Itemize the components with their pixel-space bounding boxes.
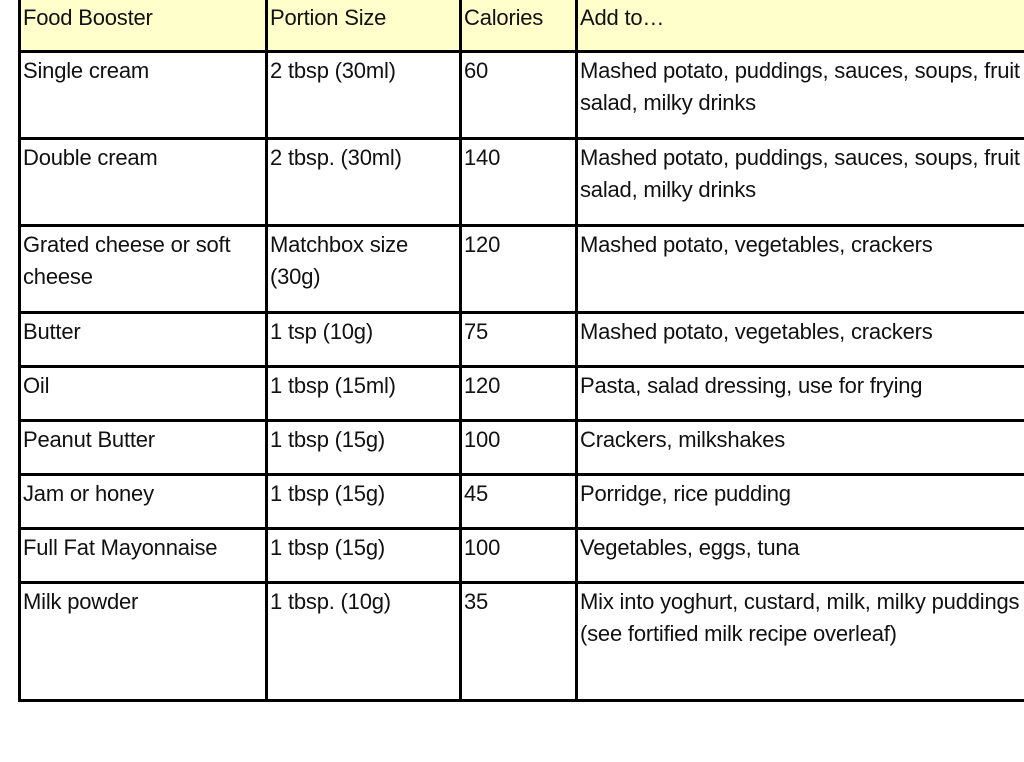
cell-food: Single cream (20, 52, 267, 139)
cell-calories: 35 (461, 583, 577, 701)
cell-calories: 45 (461, 475, 577, 529)
table-row (20, 139, 1024, 226)
table-header-row (20, 0, 1024, 52)
cell-calories: 60 (461, 52, 577, 139)
cell-add-to: Mashed potato, puddings, sauces, soups, fruit salad, milky drinks (577, 139, 1024, 226)
cell-portion: 1 tbsp (15ml) (267, 367, 461, 421)
table-row (20, 529, 1024, 583)
cell-calories: 100 (461, 529, 577, 583)
cell-add-to: Pasta, salad dressing, use for frying (577, 367, 1024, 421)
cell-add-to: Mashed potato, vegetables, crackers (577, 313, 1024, 367)
cell-add-to: Mix into yoghurt, custard, milk, milky puddings (see fortified milk recipe overleaf) (577, 583, 1024, 701)
table-row (20, 421, 1024, 475)
table-row (20, 52, 1024, 139)
table-row (20, 226, 1024, 313)
table-row (20, 475, 1024, 529)
cell-food: Double cream (20, 139, 267, 226)
cell-portion: 2 tbsp. (30ml) (267, 139, 461, 226)
cell-add-to: Crackers, milkshakes (577, 421, 1024, 475)
cell-portion: Matchbox size (30g) (267, 226, 461, 313)
cell-food: Butter (20, 313, 267, 367)
cell-calories: 140 (461, 139, 577, 226)
cell-calories: 75 (461, 313, 577, 367)
header-food-booster: Food Booster (20, 0, 267, 52)
table-row (20, 583, 1024, 701)
header-add-to: Add to… (577, 0, 1024, 52)
food-booster-table (18, 0, 1024, 702)
cell-portion: 1 tbsp. (10g) (267, 583, 461, 701)
cell-portion: 1 tbsp (15g) (267, 475, 461, 529)
header-calories: Calories (461, 0, 577, 52)
cell-food: Jam or honey (20, 475, 267, 529)
cell-food: Milk powder (20, 583, 267, 701)
cell-add-to: Mashed potato, vegetables, crackers (577, 226, 1024, 313)
cell-calories: 120 (461, 367, 577, 421)
table-row (20, 313, 1024, 367)
header-portion-size: Portion Size (267, 0, 461, 52)
food-booster-table-container (18, 0, 1024, 702)
cell-add-to: Mashed potato, puddings, sauces, soups, fruit salad, milky drinks (577, 52, 1024, 139)
cell-portion: 2 tbsp (30ml) (267, 52, 461, 139)
cell-portion: 1 tbsp (15g) (267, 421, 461, 475)
cell-food: Grated cheese or soft cheese (20, 226, 267, 313)
cell-calories: 100 (461, 421, 577, 475)
cell-food: Peanut Butter (20, 421, 267, 475)
cell-add-to: Porridge, rice pudding (577, 475, 1024, 529)
table-row (20, 367, 1024, 421)
cell-portion: 1 tbsp (15g) (267, 529, 461, 583)
cell-add-to: Vegetables, eggs, tuna (577, 529, 1024, 583)
cell-calories: 120 (461, 226, 577, 313)
cell-food: Full Fat Mayonnaise (20, 529, 267, 583)
cell-portion: 1 tsp (10g) (267, 313, 461, 367)
cell-food: Oil (20, 367, 267, 421)
